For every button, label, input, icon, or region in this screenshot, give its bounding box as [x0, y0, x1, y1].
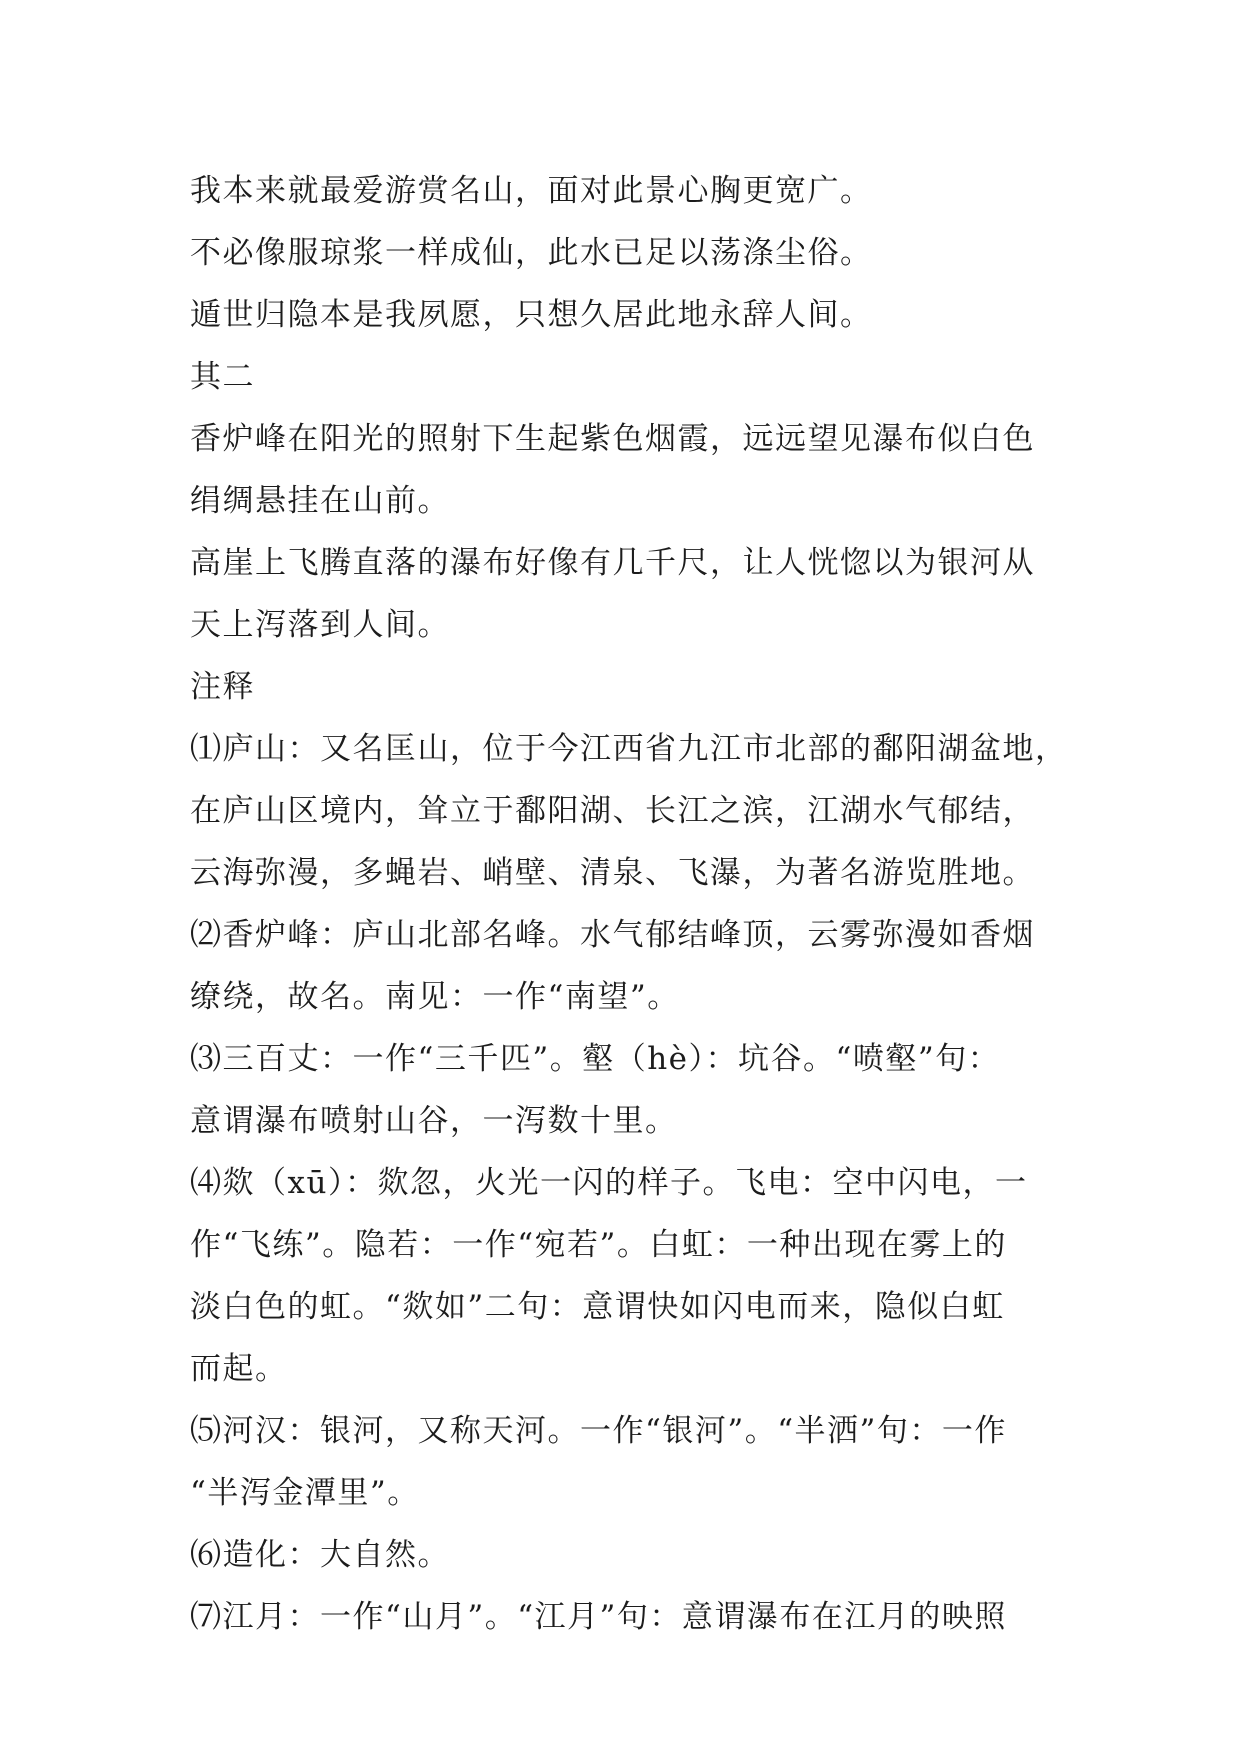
note-line: ⑵香炉峰：庐山北部名峰。水气郁结峰顶，云雾弥漫如香烟 — [190, 917, 1035, 953]
note-line: 而起。 — [190, 1351, 288, 1387]
text-line: 遁世归隐本是我夙愿，只想久居此地永辞人间。 — [190, 297, 873, 333]
document-body — [190, 160, 1070, 1648]
note-line: ⑶三百丈：一作“三千匹”。壑（hè）：坑谷。“喷壑”句： — [190, 1041, 1001, 1077]
text-line: 绢绸悬挂在山前。 — [190, 483, 450, 519]
note-line: ⑺江月：一作“山月”。“江月”句：意谓瀑布在江月的映照 — [190, 1599, 1007, 1635]
text-line: 高崖上飞腾直落的瀑布好像有几千尺，让人恍惚以为银河从 — [190, 545, 1035, 581]
text-line: 香炉峰在阳光的照射下生起紫色烟霞，远远望见瀑布似白色 — [190, 421, 1035, 457]
note-line: 云海弥漫，多蝇岩、峭壁、清泉、飞瀑，为著名游览胜地。 — [190, 855, 1035, 891]
section-heading: 其二 — [190, 359, 255, 395]
note-line: ⑴庐山：又名匡山，位于今江西省九江市北部的鄱阳湖盆地， — [190, 731, 1068, 767]
note-line: 淡白色的虹。“欻如”二句：意谓快如闪电而来，隐似白虹 — [190, 1289, 1005, 1325]
text-line: 我本来就最爱游赏名山，面对此景心胸更宽广。 — [190, 173, 873, 209]
text-line: 不必像服琼浆一样成仙，此水已足以荡涤尘俗。 — [190, 235, 873, 271]
note-line: ⑷欻（xū）：欻忽，火光一闪的样子。飞电：空中闪电，一 — [190, 1165, 1028, 1201]
note-line: “半泻金潭里”。 — [190, 1475, 420, 1511]
note-line: 意谓瀑布喷射山谷，一泻数十里。 — [190, 1103, 678, 1139]
note-line: 作“飞练”。隐若：一作“宛若”。白虹：一种出现在雾上的 — [190, 1227, 1007, 1263]
note-line: ⑸河汉：银河，又称天河。一作“银河”。“半洒”句：一作 — [190, 1413, 1007, 1449]
section-heading: 注释 — [190, 669, 255, 705]
note-line: 缭绕，故名。南见：一作“南望”。 — [190, 979, 680, 1015]
note-line: 在庐山区境内，耸立于鄱阳湖、长江之滨，江湖水气郁结， — [190, 793, 1035, 829]
note-line: ⑹造化：大自然。 — [190, 1537, 450, 1573]
text-line: 天上泻落到人间。 — [190, 607, 450, 643]
